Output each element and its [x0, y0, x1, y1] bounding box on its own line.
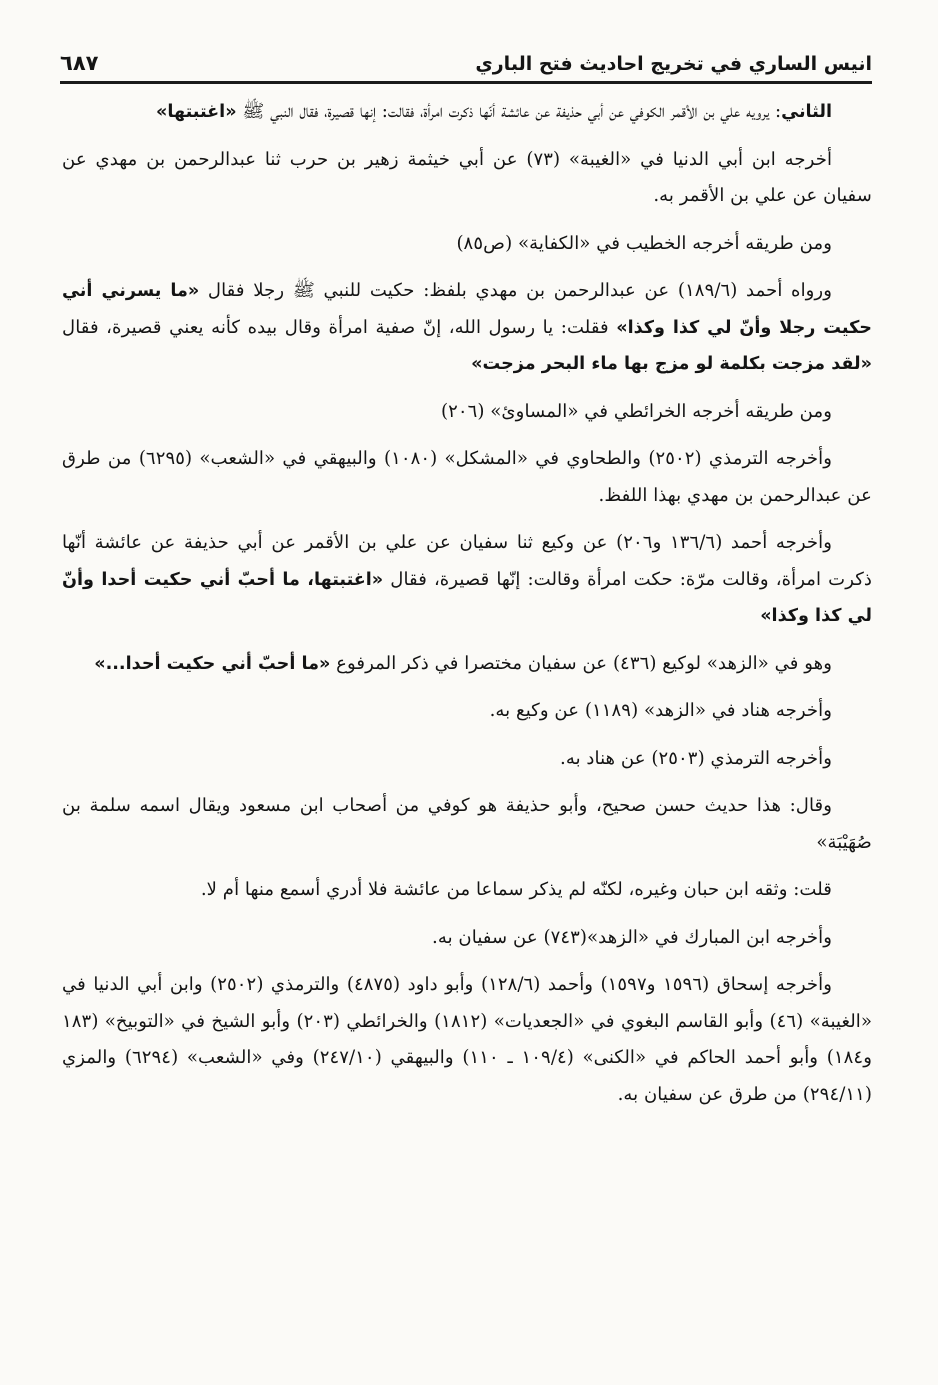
bold-text: «ما أحبّ أني حكيت أحدا...» — [94, 653, 331, 674]
paragraph — [62, 94, 872, 131]
text-span: ومن طريقه أخرجه الخطيب في «الكفاية» (ص٨٥) — [456, 232, 832, 254]
page-number: ٦٨٧ — [60, 51, 99, 75]
text-span: وأخرجه الترمذي (٢٥٠٣) عن هناد به. — [560, 747, 832, 769]
body-text — [62, 94, 872, 1124]
paragraph — [62, 646, 872, 683]
text-span: ومن طريقه أخرجه الخرائطي في «المساوئ» (٢٠٦) — [441, 400, 832, 422]
paragraph — [62, 967, 872, 1113]
bold-text: «لقد مزجت بكلمة لو مزج بها ماء البحر مزجت» — [471, 354, 872, 374]
running-title: انيس الساري في تخريج احاديث فتح الباري — [475, 53, 872, 75]
paragraph — [62, 394, 872, 431]
paragraph — [62, 920, 872, 957]
text-span: وأخرجه أحمد (١٣٦/٦ و٢٠٦) عن وكيع ثنا سفيان عن علي بن الأقمر عن أبي حذيفة عن عائشة أنّها ذكرت امرأة، وقالت مرّة: حكت امرأة وقالت: إنّها قصيرة، فقال — [62, 532, 873, 590]
bold-text: الثاني — [781, 102, 832, 122]
text-span: وهو في «الزهد» لوكيع (٤٣٦) عن سفيان مختصرا في ذكر المرفوع — [330, 652, 832, 674]
paragraph — [62, 872, 872, 909]
bold-text: «اغتبتها، ما أحبّ أني حكيت أحدا وأنّ لي كذا وكذا» — [62, 569, 872, 626]
paragraph — [62, 273, 872, 383]
paragraph — [62, 693, 872, 730]
text-span: أخرجه ابن أبي الدنيا في «الغيبة» (٧٣) عن أبي خيثمة زهير بن حرب ثنا عبدالرحمن بن مهدي عن سفيان عن علي بن الأقمر به. — [62, 148, 872, 206]
bold-text: «ما يسرني أني حكيت رجلا وأنّ لي كذا وكذا» — [62, 281, 872, 338]
text-span: وأخرجه ابن المبارك في «الزهد»(٧٤٣) عن سفيان به. — [432, 926, 832, 948]
paragraph — [62, 741, 872, 778]
text-span: ورواه أحمد (١٨٩/٦) عن عبدالرحمن بن مهدي بلفظ: حكيت للنبي ﷺ رجلا فقال — [199, 280, 832, 301]
text-span: وأخرجه إسحاق (١٥٩٦ و١٥٩٧) وأحمد (١٢٨/٦) وأبو داود (٤٨٧٥) والترمذي (٢٥٠٢) وابن أبي الدنيا في «الغيبة» (٤٦) وأبو القاسم البغوي في «الجعديات» (١٨١٢) والخرائطي (٢٠٣) وأبو الشيخ في «التوبيخ» (١٨٣ و١٨٤) وأبو أحمد الحاكم في «الكنى» (١٠٩/٤ ـ ١١٠) والبيهقي (٢٤٧/١٠) وفي «الشعب» (٦٢٩٤) والمزي (٢٩٤/١١) من طرق عن سفيان به. — [62, 974, 872, 1105]
text-span: : يرويه علي بن الأقمر الكوفي عن أبي حذيفة عن عائشة أنّها ذكرت امرأة، فقالت: إنها قصيرة، فقال النبي ﷺ — [236, 101, 782, 122]
paragraph — [62, 525, 872, 635]
text-span: فقلت: يا رسول الله، إنّ صفية امرأة وقال بيده كأنه يعني قصيرة، فقال — [62, 316, 617, 338]
text-span: وقال: هذا حديث حسن صحيح، وأبو حذيفة هو كوفي من أصحاب ابن مسعود ويقال اسمه سلمة بن صُهَيْبَة» — [62, 795, 872, 853]
page-header — [60, 34, 872, 84]
bold-text: «اغتبتها» — [156, 102, 237, 122]
paragraph — [62, 226, 872, 263]
text-span: وأخرجه هناد في «الزهد» (١١٨٩) عن وكيع به. — [489, 700, 832, 721]
text-span: وأخرجه الترمذي (٢٥٠٢) والطحاوي في «المشكل» (١٠٨٠) والبيهقي في «الشعب» (٦٢٩٥) من طرق عن عبدالرحمن بن مهدي بهذا اللفظ. — [62, 448, 872, 506]
text-span: قلت: وثقه ابن حبان وغيره، لكنّه لم يذكر سماعا من عائشة فلا أدري أسمع منها أم لا. — [200, 879, 832, 900]
paragraph — [62, 788, 872, 861]
paragraph — [62, 142, 872, 215]
paragraph — [62, 441, 872, 514]
